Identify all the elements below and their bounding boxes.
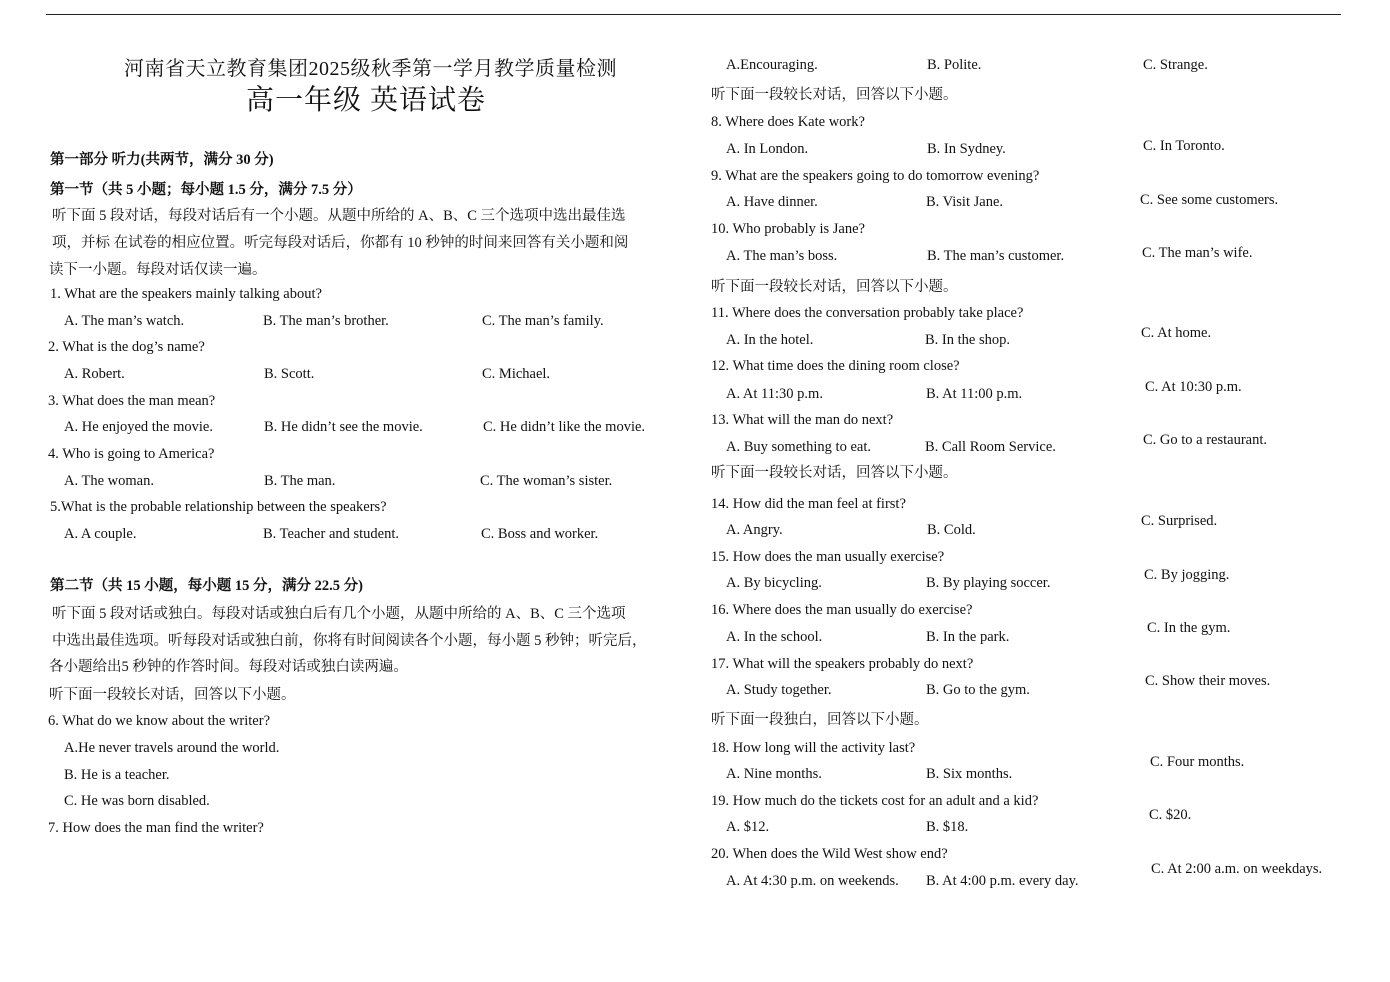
question-text: 15. How does the man usually exercise? xyxy=(711,549,945,565)
option-a: A. In London. xyxy=(726,141,809,157)
question-text: 9. What are the speakers going to do tomorrow evening? xyxy=(711,168,1040,184)
question-text: 10. Who probably is Jane? xyxy=(711,221,865,237)
option-b: B. In the park. xyxy=(926,629,1010,645)
option-a: A. By bicycling. xyxy=(726,575,822,591)
option-c: C. At home. xyxy=(1141,325,1212,341)
question-text: 12. What time does the dining room close? xyxy=(711,358,960,374)
option-b: B. The man’s customer. xyxy=(927,248,1065,264)
option-a: A. He enjoyed the movie. xyxy=(64,419,213,435)
option-c: C. Strange. xyxy=(1143,57,1208,73)
question-text: 19. How much do the tickets cost for an adult and a kid? xyxy=(711,793,1039,809)
option-b: B. Six months. xyxy=(926,766,1013,782)
option-b: B. Call Room Service. xyxy=(925,439,1056,455)
question-text: 4. Who is going to America? xyxy=(48,446,215,462)
question-text: 3. What does the man mean? xyxy=(48,393,216,409)
question-text: 13. What will the man do next? xyxy=(711,412,894,428)
question-text: 6. What do we know about the writer? xyxy=(48,713,271,729)
question-text: 11. Where does the conversation probably take place? xyxy=(711,305,1024,321)
dialog-prompt: 听下面一段较长对话，回答以下小题。 xyxy=(711,465,958,481)
section1-instruction: 读下一小题。每段对话仅读一遍。 xyxy=(49,262,267,278)
option-a: A.Encouraging. xyxy=(726,57,818,73)
option-c: C. Four months. xyxy=(1150,754,1245,770)
section1-instruction: 听下面 5 段对话，每段对话后有一个小题。从题中所给的 A、B、C 三个选项中选出最佳选 xyxy=(52,208,626,224)
section2-heading: 第二节（共 15 小题，每小题 15 分，满分 22.5 分) xyxy=(50,578,363,594)
option-b: B. In Sydney. xyxy=(927,141,1006,157)
option-a: A. Nine months. xyxy=(726,766,822,782)
section2-instruction: 各小题给出5 秒钟的作答时间。每段对话或独白读两遍。 xyxy=(49,659,408,675)
question-text: 17. What will the speakers probably do next? xyxy=(711,656,974,672)
option-a: A. Robert. xyxy=(64,366,125,382)
option-a: A.He never travels around the world. xyxy=(64,740,280,756)
option-a: A. At 4:30 p.m. on weekends. xyxy=(726,873,899,889)
option-c: C. At 10:30 p.m. xyxy=(1145,379,1242,395)
option-a: A. The woman. xyxy=(64,473,154,489)
question-text: 18. How long will the activity last? xyxy=(711,740,916,756)
option-b: B. Scott. xyxy=(264,366,315,382)
exam-subtitle: 高一年级 英语试卷 xyxy=(246,85,487,116)
option-c: C. Show their moves. xyxy=(1145,673,1271,689)
option-b: B. Polite. xyxy=(927,57,982,73)
option-b: B. He is a teacher. xyxy=(64,767,170,783)
option-b: B. $18. xyxy=(926,819,969,835)
question-text: 16. Where does the man usually do exercise? xyxy=(711,602,973,618)
option-b: B. Cold. xyxy=(927,522,976,538)
option-b: B. He didn’t see the movie. xyxy=(264,419,423,435)
option-b: B. Visit Jane. xyxy=(926,194,1004,210)
option-a: A. Study together. xyxy=(726,682,832,698)
option-c: C. The woman’s sister. xyxy=(480,473,613,489)
option-a: A. In the school. xyxy=(726,629,823,645)
option-a: A. $12. xyxy=(726,819,770,835)
option-c: C. Michael. xyxy=(482,366,551,382)
option-b: B. At 4:00 p.m. every day. xyxy=(926,873,1079,889)
option-b: B. By playing soccer. xyxy=(926,575,1051,591)
top-rule xyxy=(46,14,1341,15)
option-a: A. Buy something to eat. xyxy=(726,439,871,455)
option-c: C. Go to a restaurant. xyxy=(1143,432,1268,448)
section1-instruction: 项，并标 在试卷的相应位置。听完每段对话后，你都有 10 秒钟的时间来回答有关小题和阅 xyxy=(52,235,629,251)
option-c: C. The man’s wife. xyxy=(1142,245,1253,261)
option-c: C. In Toronto. xyxy=(1143,138,1225,154)
monologue-prompt: 听下面一段独白，回答以下小题。 xyxy=(711,712,929,728)
dialog-prompt: 听下面一段较长对话，回答以下小题。 xyxy=(711,279,958,295)
section2-instruction: 听下面 5 段对话或独白。每段对话或独白后有几个小题，从题中所给的 A、B、C 三个选项 xyxy=(52,606,626,622)
option-a: A. At 11:30 p.m. xyxy=(726,386,823,402)
section1-heading: 第一节（共 5 小题；每小题 1.5 分，满分 7.5 分） xyxy=(50,182,362,198)
option-b: B. At 11:00 p.m. xyxy=(926,386,1023,402)
section2-instruction: 中选出最佳选项。听每段对话或独白前，你将有时间阅读各个小题，每小题 5 秒钟；听完后， xyxy=(52,633,647,649)
question-text: 14. How did the man feel at first? xyxy=(711,496,906,512)
dialog-prompt: 听下面一段较长对话，回答以下小题。 xyxy=(49,687,296,703)
option-a: A. Angry. xyxy=(726,522,783,538)
option-c: C. The man’s family. xyxy=(482,313,604,329)
option-c: C. At 2:00 a.m. on weekdays. xyxy=(1151,861,1323,877)
option-c: C. He didn’t like the movie. xyxy=(483,419,646,435)
option-c: C. Boss and worker. xyxy=(481,526,599,542)
option-c: C. Surprised. xyxy=(1141,513,1218,529)
option-b: B. Teacher and student. xyxy=(263,526,400,542)
option-b: B. The man. xyxy=(264,473,336,489)
option-b: B. In the shop. xyxy=(925,332,1010,348)
option-b: B. Go to the gym. xyxy=(926,682,1030,698)
exam-title: 河南省天立教育集团2025级秋季第一学月教学质量检测 xyxy=(124,58,617,80)
question-text: 5.What is the probable relationship between the speakers? xyxy=(50,499,387,515)
question-text: 2. What is the dog’s name? xyxy=(48,339,205,355)
option-a: A. A couple. xyxy=(64,526,137,542)
part1-heading: 第一部分 听力(共两节，满分 30 分) xyxy=(50,152,274,168)
question-text: 20. When does the Wild West show end? xyxy=(711,846,948,862)
option-c: C. See some customers. xyxy=(1140,192,1279,208)
option-a: A. The man’s watch. xyxy=(64,313,185,329)
question-text: 8. Where does Kate work? xyxy=(711,114,865,130)
option-c: C. By jogging. xyxy=(1144,567,1230,583)
option-a: A. Have dinner. xyxy=(726,194,818,210)
dialog-prompt: 听下面一段较长对话，回答以下小题。 xyxy=(711,87,958,103)
option-c: C. $20. xyxy=(1149,807,1192,823)
option-a: A. The man’s boss. xyxy=(726,248,838,264)
option-a: A. In the hotel. xyxy=(726,332,814,348)
question-text: 7. How does the man find the writer? xyxy=(48,820,264,836)
option-c: C. He was born disabled. xyxy=(64,793,210,809)
option-c: C. In the gym. xyxy=(1147,620,1231,636)
option-b: B. The man’s brother. xyxy=(263,313,389,329)
question-text: 1. What are the speakers mainly talking about? xyxy=(50,286,322,302)
